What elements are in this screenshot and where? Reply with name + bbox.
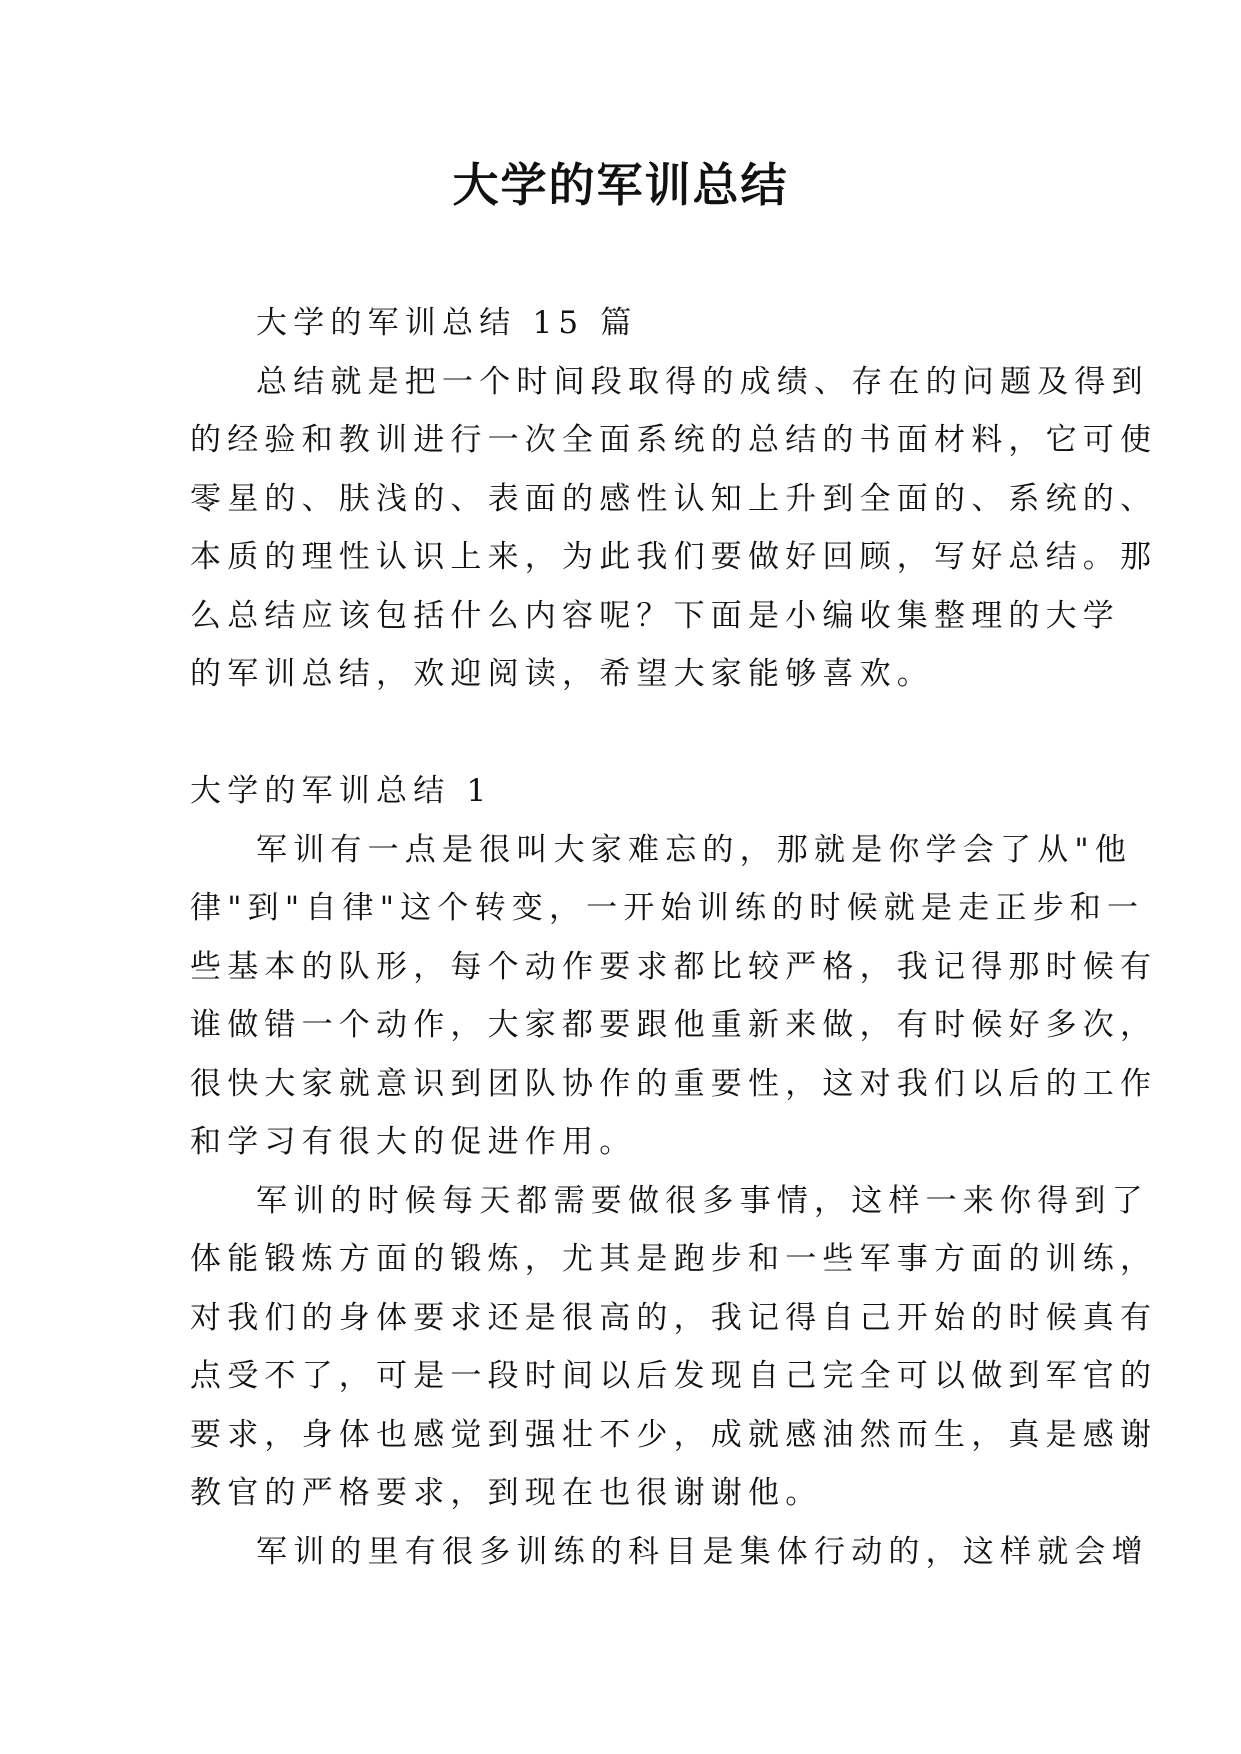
intro-line: 零星的、肤浅的、表面的感性认知上升到全面的、系统的、 — [190, 480, 1158, 517]
paragraph-line: 对我们的身体要求还是很高的，我记得自己开始的时候真有 — [190, 1299, 1158, 1336]
body-paragraph-1 — [190, 821, 1158, 1172]
paragraph-line: 军训的里有很多训练的科目是集体行动的，这样就会增 — [256, 1533, 1149, 1570]
paragraph-line: 教官的严格要求，到现在也很谢谢他。 — [190, 1475, 823, 1511]
body-paragraph-3 — [190, 1523, 1149, 1582]
document-subtitle: 大学的军训总结 15 篇 — [256, 305, 638, 341]
intro-line: 总结就是把一个时间段取得的成绩、存在的问题及得到 — [256, 363, 1149, 400]
intro-line: 本质的理性认识上来，为此我们要做好回顾，写好总结。那 — [190, 539, 1158, 575]
body-paragraph-2 — [190, 1172, 1158, 1523]
paragraph-line: 军训的时候每天都需要做很多事情，这样一来你得到了 — [256, 1182, 1149, 1219]
paragraph-line: 很快大家就意识到团队协作的重要性，这对我们以后的工作 — [190, 1065, 1158, 1102]
intro-line: 么总结应该包括什么内容呢？下面是小编收集整理的大学 — [190, 597, 1120, 634]
paragraph-line: 谁做错一个动作，大家都要跟他重新来做，有时候好多次， — [190, 1007, 1158, 1043]
paragraph-line: 和学习有很大的促进作用。 — [190, 1124, 637, 1160]
paragraph-line: 体能锻炼方面的锻炼，尤其是跑步和一些军事方面的训练， — [190, 1241, 1158, 1277]
paragraph-line: 军训有一点是很叫大家难忘的，那就是你学会了从"他 — [256, 831, 1133, 868]
intro-paragraph — [190, 353, 1158, 704]
paragraph-line: 些基本的队形，每个动作要求都比较严格，我记得那时候有 — [190, 948, 1158, 985]
paragraph-line: 点受不了，可是一段时间以后发现自己完全可以做到军官的 — [190, 1358, 1158, 1394]
section-spacer — [190, 704, 1050, 763]
document-body — [190, 294, 1158, 1581]
intro-line: 的军训总结，欢迎阅读，希望大家能够喜欢。 — [190, 656, 934, 692]
document-title: 大学的军训总结 — [452, 158, 789, 212]
paragraph-line: 律"到"自律"这个转变，一开始训练的时候就是走正步和一 — [190, 890, 1145, 926]
intro-line: 的经验和教训进行一次全面系统的总结的书面材料，它可使 — [190, 422, 1158, 458]
paragraph-line: 要求，身体也感觉到强壮不少，成就感油然而生，真是感谢 — [190, 1416, 1158, 1453]
section-heading: 大学的军训总结 1 — [190, 773, 493, 809]
